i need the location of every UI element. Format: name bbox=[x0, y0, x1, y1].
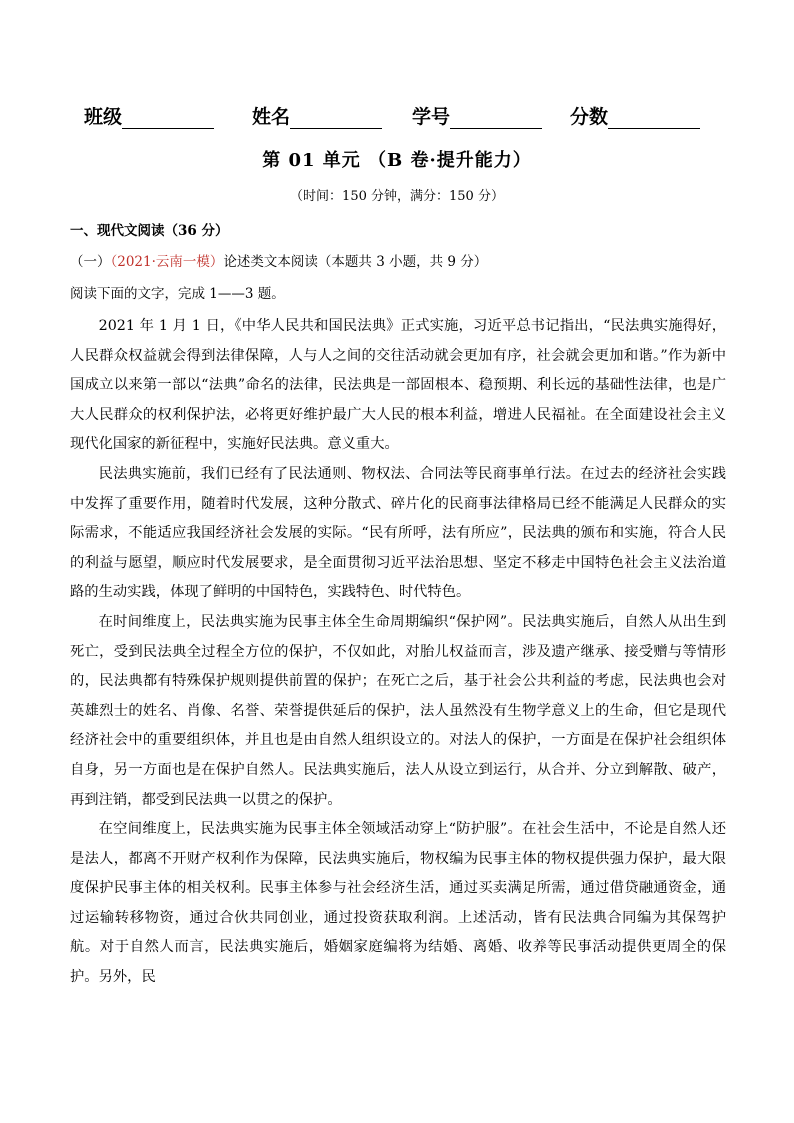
passage-paragraph: 民法典实施前，我们已经有了民法通则、物权法、合同法等民商事单行法。在过去的经济社会实践中发挥了重要作用，随着时代发展，这种分散式、碎片化的民商事法律格局已经不能满足人民群众的实际需求，不能适应我国经济社会发展的实际。“民有所呼，法有所应”，民法典的颁布和实施，符合人民的利益与愿望，顺应时代发展要求，是全面贯彻习近平法治思想、坚定不移走中国特色社会主义法治道路的生动实践，体现了鲜明的中国特色，实践特色、时代特色。 bbox=[70, 465, 726, 601]
time-score-note: （时间：150 分钟，满分：150 分） bbox=[290, 189, 504, 204]
student-id-blank[interactable] bbox=[450, 108, 542, 129]
passage-paragraph: 2021 年 1 月 1 日，《中华人民共和国民法典》正式实施，习近平总书记指出，“民法典实施得好，人民群众权益就会得到法律保障，人与人之间的交往活动就会更加有序，社会就会更加和谐。”作为新中国成立以来第一部以“法典”命名的法律，民法典是一部固根本、稳预期、利长远的基础性法律，也是广大人民群众的权利保护法，必将更好维护最广大人民的根本利益，增进人民福祉。在全面建设社会主义现代化国家的新征程中，实施好民法典。意义重大。 bbox=[70, 318, 726, 453]
section-heading: 一、现代文阅读（36 分） bbox=[70, 223, 229, 239]
page-title: 第 01 单元 （B 卷·提升能力） bbox=[262, 150, 532, 171]
name-field[interactable] bbox=[252, 102, 382, 129]
name-blank[interactable] bbox=[290, 108, 382, 129]
student-id-label: 学号 bbox=[412, 106, 451, 128]
subsection-prefix: （一） bbox=[70, 254, 111, 270]
subsection-heading bbox=[70, 250, 487, 270]
subsection-source: （2021·云南一模） bbox=[110, 254, 224, 270]
student-id-field[interactable] bbox=[412, 102, 542, 129]
class-blank[interactable] bbox=[122, 108, 214, 129]
reading-instruction: 阅读下面的文字，完成 1——3 题。 bbox=[70, 286, 285, 302]
student-info-row bbox=[84, 102, 724, 132]
reading-passage bbox=[70, 312, 726, 993]
name-label: 姓名 bbox=[252, 106, 291, 128]
passage-paragraph: 在时间维度上，民法典实施为民事主体全生命周期编织“保护网”。民法典实施后，自然人从出生到死亡，受到民法典全过程全方位的保护，不仅如此，对胎儿权益而言，涉及遗产继承、接受赠与等情形的，民法典都有特殊保护规则提供前置的保护；在死亡之后，基于社会公共利益的考虑，民法典也会对英雄烈士的姓名、肖像、名誉、荣誉提供延后的保护，法人虽然没有生物学意义上的生命，但它是现代经济社会中的重要组织体，并且也是由自然人组织设立的。对法人的保护，一方面是在保护社会组织体自身，另一方面也是在保护自然人。民法典实施后，法人从设立到运行，从合并、分立到解散、破产，再到注销，都受到民法典一以贯之的保护。 bbox=[70, 613, 726, 808]
class-field[interactable] bbox=[84, 102, 214, 129]
score-field[interactable] bbox=[570, 102, 700, 129]
subsection-description: 论述类文本阅读（本题共 3 小题，共 9 分） bbox=[223, 254, 488, 270]
class-label: 班级 bbox=[84, 106, 123, 128]
score-label: 分数 bbox=[570, 106, 609, 128]
score-blank[interactable] bbox=[608, 108, 700, 129]
passage-paragraph: 在空间维度上，民法典实施为民事主体全领域活动穿上“防护服”。在社会生活中，不论是自然人还是法人，都离不开财产权利作为保障，民法典实施后，物权编为民事主体的物权提供强力保护，最大限度保护民事主体的相关权利。民事主体参与社会经济生活，通过买卖满足所需，通过借贷融通资金，通过运输转移物资，通过合伙共同创业，通过投资获取利润。上述活动，皆有民法典合同编为其保驾护航。对于自然人而言，民法典实施后，婚姻家庭编将为结婚、离婚、收养等民事活动提供更周全的保护。另外，民 bbox=[70, 821, 726, 986]
